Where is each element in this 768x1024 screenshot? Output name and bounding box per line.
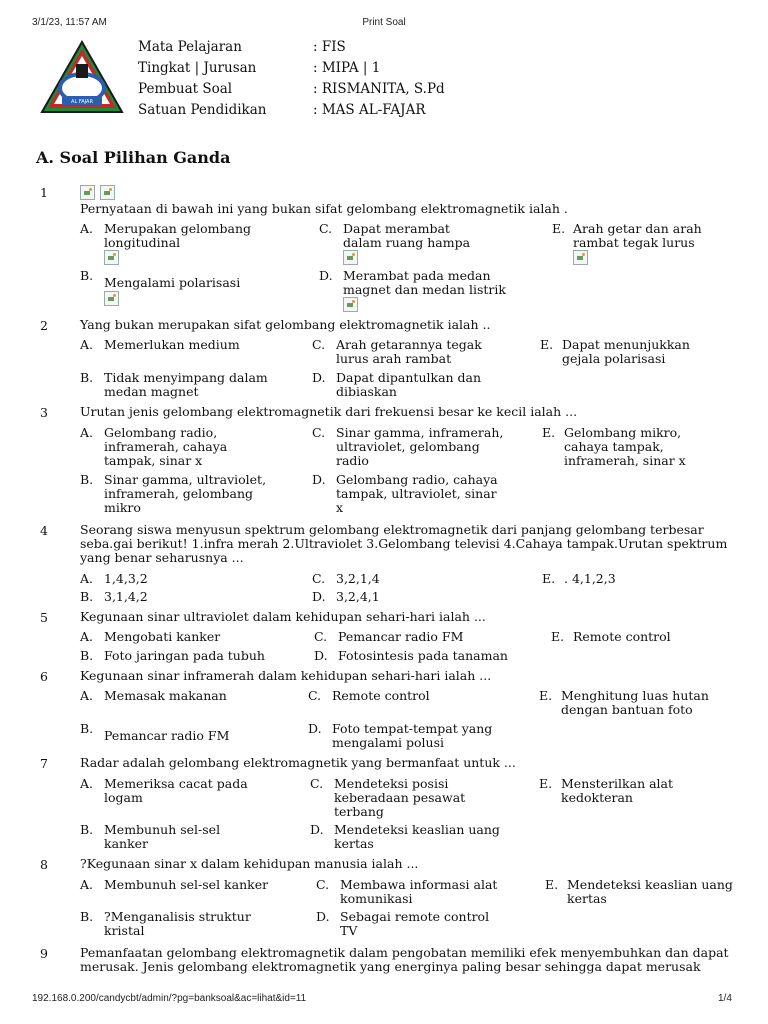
info-label: Satuan Pendidikan <box>138 102 267 118</box>
question-text: Kegunaan sinar ultraviolet dalam kehidupan sehari-hari ialah ... <box>80 609 486 624</box>
info-label: Pembuat Soal <box>138 81 233 97</box>
svg-text:AL FAJAR: AL FAJAR <box>71 99 93 105</box>
question-number: 7 <box>40 756 48 771</box>
question-text: Pemanfaatan gelombang elektromagnetik dalam pengobatan memiliki efek menyembuhkan dan dapat merusak. Jenis gelombang elektromagnetik yang energinya paling besar sehingga dapat merusak <box>80 945 729 974</box>
broken-image-icon <box>343 297 358 312</box>
question-text: ?Kegunaan sinar x dalam kehidupan manusia ialah ... <box>80 856 419 871</box>
question-text: Yang bukan merupakan sifat gelombang elektromagnetik ialah .. <box>80 317 491 332</box>
section-title: A. Soal Pilihan Ganda <box>36 148 231 167</box>
question-number: 6 <box>40 669 48 684</box>
print-page-number: 1/4 <box>718 993 732 1004</box>
question-number: 1 <box>40 185 48 200</box>
info-value: : MIPA | 1 <box>313 60 381 76</box>
broken-image-icon <box>343 250 358 265</box>
school-logo <box>40 40 124 114</box>
question-number: 9 <box>40 946 48 961</box>
question-number: 3 <box>40 405 48 420</box>
question-text: Seorang siswa menyusun spektrum gelombang elektromagnetik dari panjang gelombang terbesar seba.gai berikut! 1.infra merah 2.Ultraviolet 3.Gelombang televisi 4.Cahaya tampak.Urutan spektrum yang benar seharusnya ... <box>80 522 728 565</box>
info-label: Mata Pelajaran <box>138 39 242 55</box>
broken-image-icon <box>104 291 119 306</box>
info-label: Tingkat | Jurusan <box>138 60 257 76</box>
broken-image-icon <box>573 250 588 265</box>
question-number: 2 <box>40 318 48 333</box>
print-url: 192.168.0.200/candycbt/admin/?pg=banksoal&ac=lihat&id=11 <box>32 993 307 1004</box>
info-value: : FIS <box>313 39 346 55</box>
info-value: : MAS AL-FAJAR <box>313 102 426 118</box>
broken-image-icon <box>104 250 119 265</box>
print-title: Print Soal <box>362 17 406 28</box>
broken-image-icon <box>80 185 95 200</box>
question-text: Urutan jenis gelombang elektromagnetik dari frekuensi besar ke kecil ialah ... <box>80 404 578 419</box>
question-number: 5 <box>40 610 48 625</box>
info-value: : RISMANITA, S.Pd <box>313 81 445 97</box>
question-number: 8 <box>40 857 48 872</box>
print-datetime: 3/1/23, 11:57 AM <box>32 17 107 28</box>
broken-image-icon <box>100 185 115 200</box>
question-number: 4 <box>40 523 48 538</box>
question-text: Kegunaan sinar inframerah dalam kehidupan sehari-hari ialah ... <box>80 668 492 683</box>
question-text: Radar adalah gelombang elektromagnetik yang bermanfaat untuk ... <box>80 755 516 770</box>
question-text: Pernyataan di bawah ini yang bukan sifat gelombang elektromagnetik ialah . <box>80 201 568 216</box>
